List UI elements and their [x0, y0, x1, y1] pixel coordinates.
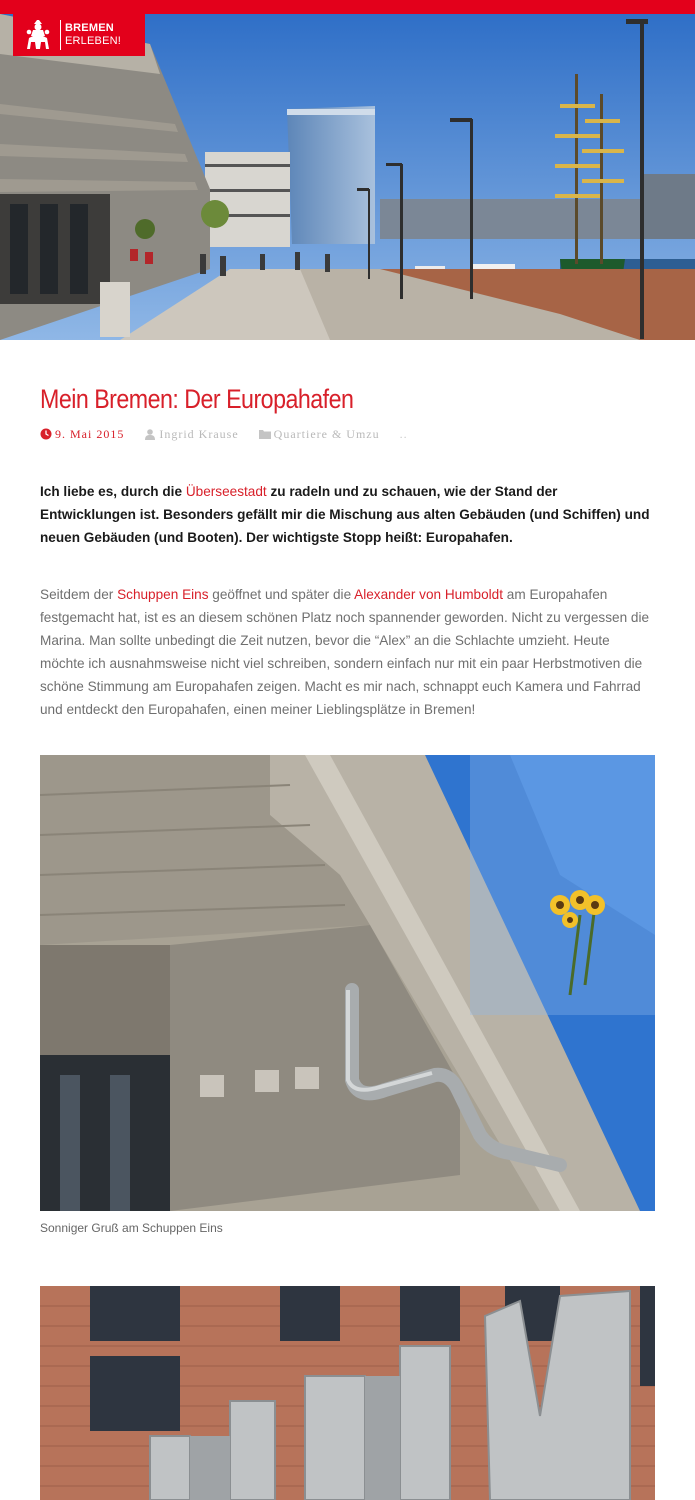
- clock-icon: [40, 428, 52, 440]
- post-title[interactable]: Mein Bremen: Der Europahafen: [40, 384, 354, 414]
- post-body: [40, 583, 655, 721]
- post-date[interactable]: [40, 427, 124, 442]
- photo-schuppen-eins[interactable]: [40, 755, 655, 1211]
- body-text-1: Seitdem der: [40, 587, 118, 602]
- link-alexander-von-humboldt[interactable]: Alexander von Humboldt: [354, 587, 504, 602]
- logo-line-2: ERLEBEN!: [65, 35, 122, 47]
- link-schuppen-eins[interactable]: Schuppen Eins: [117, 587, 209, 602]
- user-icon: [144, 428, 156, 440]
- post-category[interactable]: [259, 427, 380, 442]
- photo-caption: Sonniger Gruß am Schuppen Eins: [40, 1221, 223, 1235]
- logo-line-1: BREMEN: [65, 22, 114, 34]
- post-lead: [40, 480, 655, 549]
- post-author-text: Ingrid Krause: [159, 426, 239, 441]
- folder-icon: [259, 428, 271, 440]
- link-ueberseestadt[interactable]: Überseestadt: [185, 484, 267, 499]
- hero-harbor-image: [0, 14, 695, 340]
- lead-text-2: zu radeln und zu schauen, wie der Stand der Entwicklungen ist. Besonders gefällt mir die Mischung aus alten Gebäuden (und Schiffen) und neuen Gebäuden (und Booten). Der wichtigste Stopp heißt: Europahafen.: [40, 484, 650, 545]
- site-logo[interactable]: [13, 14, 145, 56]
- body-text-3: am Europahafen festgemacht hat, ist es an diesem schönen Platz noch spannender geworden. Nicht zu vergessen die Marina. Man sollte unbedingt die Zeit nutzen, bevor die “Alex” an die Schlachte umzieht. Heute möchte ich ausnahmsweise nicht viel schreiben, sondern einfach nur mit ein paar Herbstmotiven die schöne Stimmung am Europahafen zeigen. Macht es mir nach, schnappt euch Kamera und Fahrrad und entdeckt den Europahafen, einen meiner Lieblingsplätze in Bremen!: [40, 587, 650, 717]
- photo-bremen-letters[interactable]: [40, 1286, 655, 1500]
- lead-text-1: Ich liebe es, durch die: [40, 484, 186, 499]
- top-accent-bar: [0, 0, 695, 14]
- body-text-2: geöffnet und später die: [208, 587, 355, 602]
- logo-divider: [60, 20, 61, 50]
- post-meta-more: ..: [399, 426, 408, 441]
- town-musicians-icon: [21, 18, 55, 52]
- post-meta: [40, 426, 655, 442]
- article: [40, 380, 655, 721]
- post-author[interactable]: [144, 427, 238, 442]
- post-date-text: 9. Mai 2015: [55, 426, 125, 441]
- post-category-text: Quartiere & Umzu: [273, 426, 380, 441]
- logo-wordmark: [65, 22, 121, 48]
